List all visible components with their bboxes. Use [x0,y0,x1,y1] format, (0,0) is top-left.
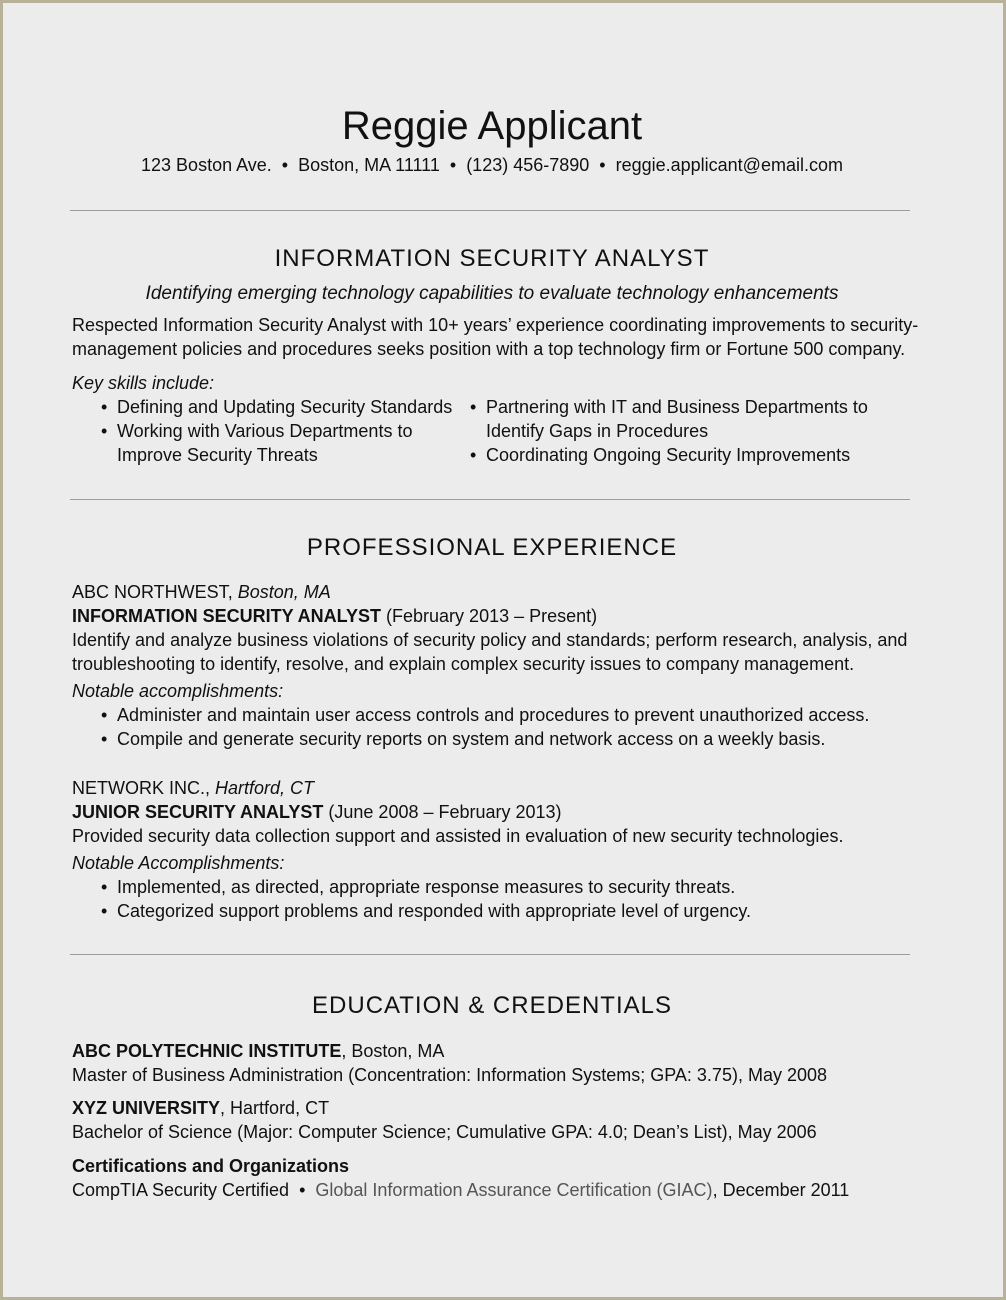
separator: • [281,155,289,175]
divider [70,499,910,500]
degree: Bachelor of Science (Major: Computer Science; Cumulative GPA: 4.0; Dean’s List), May 2006 [72,1122,817,1142]
address: 123 Boston Ave. [141,155,272,175]
job-company: ABC NORTHWEST [72,582,228,602]
divider [70,210,910,211]
skills-list-right [470,395,868,467]
degree: Master of Business Administration (Concentration: Information Systems; GPA: 3.75), May 2008 [72,1065,827,1085]
email: reggie.applicant@email.com [615,155,843,175]
skills-list-left [101,395,452,467]
school-line: ABC POLYTECHNIC INSTITUTE, Boston, MA [72,1041,445,1061]
school-name: ABC POLYTECHNIC INSTITUTE [72,1041,342,1061]
list-item: • Defining and Updating Security Standards [101,395,452,419]
job-role-line [72,604,597,628]
certifications-label: Certifications and Organizations [72,1156,350,1176]
accomplishments-list [101,703,869,751]
list-item: • Coordinating Ongoing Security Improvements [470,443,868,467]
job-company-line: NETWORK INC., Hartford, CT [72,778,315,798]
list-item: • Compile and generate security reports on system and network access on a weekly basis. [101,727,869,751]
section-title-experience: PROFESSIONAL EXPERIENCE [306,534,678,561]
divider [70,954,910,955]
certification: Global Information Assurance Certification (GIAC) [315,1180,713,1200]
school-name: XYZ UNIVERSITY [72,1098,221,1118]
list-item: • Working with Various Departments to Improve Security Threats [101,419,452,467]
summary-line: management policies and procedures seeks position with a top technology firm or Fortune 500 company. [72,339,906,359]
skills-label: Key skills include: [72,373,215,393]
separator: • [449,155,457,175]
job-dates: (June 2008 – February 2013) [328,802,562,822]
accomplishments-label: Notable Accomplishments: [72,853,285,873]
phone: (123) 456-7890 [466,155,590,175]
job-location: Hartford, CT [215,778,315,798]
list-item: • Categorized support problems and responded with appropriate level of urgency. [101,899,751,923]
city: Boston, MA 11111 [298,155,440,175]
job-company: NETWORK INC. [72,778,205,798]
accomplishments-label: Notable accomplishments: [72,681,284,701]
job-dates: (February 2013 – Present) [386,606,598,626]
school-line: XYZ UNIVERSITY, Hartford, CT [72,1098,330,1118]
job-location: Boston, MA [237,582,331,602]
job-role: INFORMATION SECURITY ANALYST [72,606,382,626]
list-item: • Implemented, as directed, appropriate response measures to security threats. [101,875,751,899]
job-company-line: ABC NORTHWEST, Boston, MA [72,582,331,602]
separator: • [599,155,606,175]
accomplishments-list [101,875,751,923]
job-description: Provided security data collection support and assisted in evaluation of new security technologies. [72,826,844,846]
job-description: Identify and analyze business violations of security policy and standards; perform research, analysis, and [72,630,908,650]
job-role-line [72,800,562,824]
separator: • [299,1180,306,1200]
list-item: • Administer and maintain user access controls and procedures to prevent unauthorized access. [101,703,869,727]
job-role: JUNIOR SECURITY ANALYST [72,802,324,822]
summary-line: Respected Information Security Analyst with 10+ years’ experience coordinating improvements to security- [72,315,919,335]
school-location: Hartford, CT [230,1098,330,1118]
candidate-name: Reggie Applicant [341,104,643,148]
list-item: • Partnering with IT and Business Departments to Identify Gaps in Procedures [470,395,868,443]
certification: CompTIA Security Certified [72,1180,290,1200]
contact-line [3,155,981,176]
resume-page [3,3,1003,1297]
section-title-summary: INFORMATION SECURITY ANALYST [274,245,710,272]
job-description: troubleshooting to identify, resolve, and explain complex security issues to company management. [72,654,855,674]
school-location: Boston, MA [351,1041,445,1061]
tagline: Identifying emerging technology capabilities to evaluate technology enhancements [145,283,839,304]
section-title-education: EDUCATION & CREDENTIALS [312,992,672,1019]
certifications-line [72,1178,849,1202]
certification-date: , December 2011 [712,1180,850,1200]
